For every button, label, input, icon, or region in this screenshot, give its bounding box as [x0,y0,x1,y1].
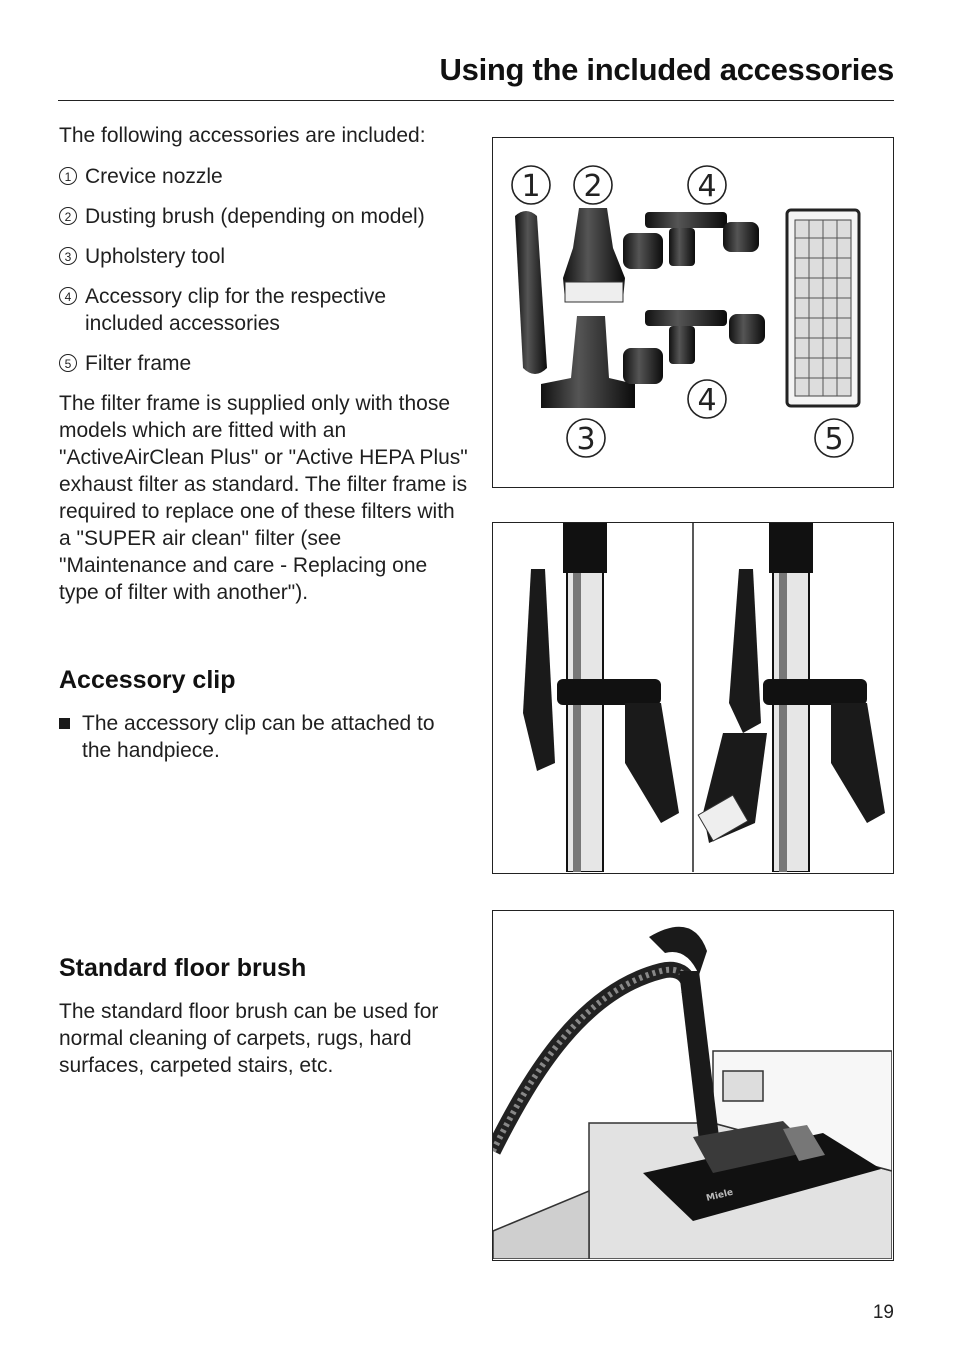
intro-lead: The following accessories are included: [59,124,426,147]
accessory-clip-top [623,212,759,269]
list-item-label: Accessory clip for the respective included accessories [85,285,387,335]
filter-frame-shape [787,210,859,406]
accessories-figure [492,137,894,488]
floor-brush-heading: Standard floor brush [59,954,307,982]
accessories-illustration [493,138,892,486]
right-panel-handpiece [698,523,885,872]
intro-section [59,122,469,606]
callout-number: 1 [59,167,77,185]
clip-attached-illustration [493,523,892,872]
bullet-text: The accessory clip can be attached to the handpiece. [82,712,435,762]
upholstery-tool-shape [541,316,635,408]
page-number: 19 [872,1302,894,1323]
list-item [59,203,469,230]
callout-label-4a: 4 [697,169,717,204]
list-item-label: Upholstery tool [85,245,226,268]
floor-brush-illustration [493,911,892,1259]
callout-number: 3 [59,247,77,265]
accessory-clip-bullet [59,710,459,764]
filter-note: The filter frame is supplied only with those models which are fitted with an "ActiveAirClean Plus" or "Active HEPA Plus" exhaust filter as standard. The filter frame is required to replace one of these filters with a "SUPER air clean" filter (see "Maintenance and care - Replacing one type of filter with another"). [59,392,468,604]
crevice-nozzle-shape [515,211,547,374]
clip-attached-figure [492,522,894,874]
accessory-clip-bottom [623,310,765,384]
brand-mark-miele: Miele [705,1187,735,1204]
brush-bristles [565,282,623,302]
callout-number: 4 [59,287,77,305]
callout-label-2: 2 [583,169,603,204]
list-item [59,243,469,270]
page-title: Using the included accessories [439,52,894,87]
list-item-label: Filter frame [85,352,192,375]
left-panel-handpiece [523,523,679,872]
callout-label-3: 3 [576,422,596,457]
accessory-clip-heading: Accessory clip [59,666,236,694]
floor-brush-text: The standard floor brush can be used for normal cleaning of carpets, rugs, hard surfaces, carpeted stairs, etc. [59,1000,439,1077]
list-item-label: Crevice nozzle [85,165,223,188]
callout-number: 2 [59,207,77,225]
list-item [59,283,469,337]
callout-number: 5 [59,354,77,372]
title-rule [58,100,894,101]
callout-label-4b: 4 [697,383,717,418]
callout-label-1: 1 [521,169,541,204]
list-item [59,163,469,190]
floor-brush-figure [492,910,894,1261]
list-item [59,350,469,377]
accessory-list [59,163,469,377]
square-bullet-icon [59,718,70,729]
callout-label-5: 5 [824,422,844,457]
list-item-label: Dusting brush (depending on model) [85,205,425,228]
